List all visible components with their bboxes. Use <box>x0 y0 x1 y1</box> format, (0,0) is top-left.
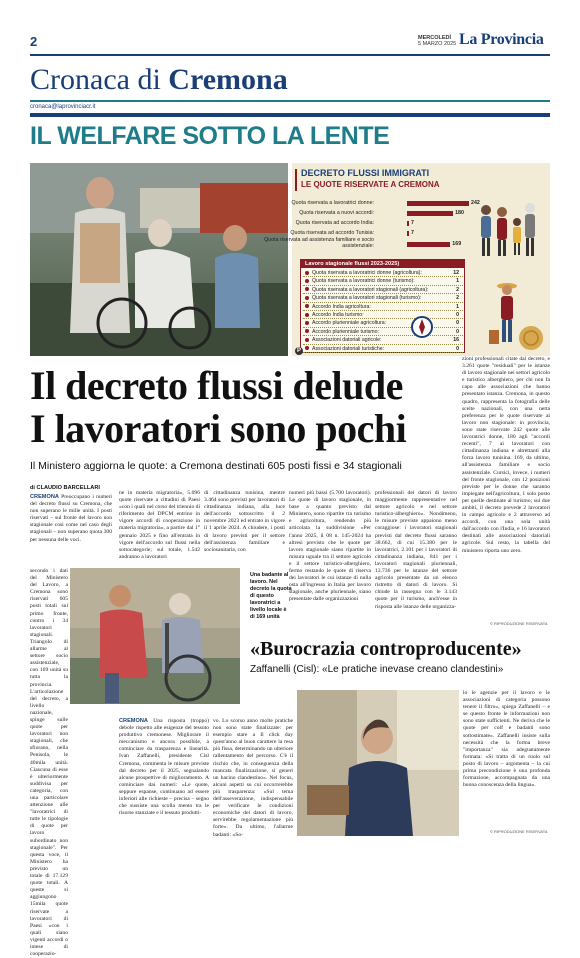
seasonal-row <box>303 286 463 294</box>
seasonal-value: 1 <box>456 303 459 310</box>
second-col3 <box>463 690 550 826</box>
bullet-icon <box>305 304 309 308</box>
seasonal-box <box>300 259 465 353</box>
bullet-icon <box>305 329 309 333</box>
second-col1 <box>119 718 209 836</box>
seasonal-row <box>303 319 463 327</box>
bar-value: 7 <box>411 230 414 236</box>
bar-value: 169 <box>452 241 462 247</box>
photo-scene <box>30 163 288 356</box>
bar-mark <box>407 231 409 236</box>
section-prefix: Cronaca di <box>30 63 161 96</box>
bar-label: Quota riservata ad accordo India: <box>295 220 374 226</box>
second-lead: CREMONA <box>119 718 148 724</box>
second-col2 <box>213 718 293 836</box>
seasonal-label: Accordo India turismo: <box>312 312 364 318</box>
second-col1-text: Una risposta (troppo) debole rispetto alle esigenze del tessuto produttivo cremonese. Migliorare il meccanismo e ancora possibile, a cominciare da trasparenza e linearità. Ivan Zaffanelli, presidente Cisl Cremona, commenta le misure previste dal decreto per il 2025, segnalando alcune prospettive di miglioramento. A cominciare dai numeri: «Le quote, seppure espanse, continuano ad essere inferiori alle richieste – precisa – segno che sussiste una scolla mento tra le risorse stanziate e il tessuto produtti- <box>119 718 209 817</box>
second-subhead: Zaffanelli (Cisl): «Le pratiche inevase creano clandestini» <box>250 664 504 675</box>
bar-mark <box>407 242 450 247</box>
section-title <box>30 64 288 96</box>
seasonal-value: 2 <box>456 295 459 302</box>
issue-day: MERCOLEDÌ <box>418 35 451 41</box>
photo-caption: Una badante al lavoro. Nel decreto la quota di questo lavoratrici a livello locale è di 169 unità <box>250 572 292 620</box>
article-col2-text: ne in materia migratoria», 5.096 quote riservate a cittadini di Paesi «con i quali nel corso del triennio di riferimento del DPCM entrino in vigore accordi di cooperazione in materia migratoria», a partire dal 1° gennaio 2025 e fino all'entrata in vigore dell'accordo sul flussi nella sottocategorie; sul totale, 1.542 andranno a lavoratori <box>119 490 200 560</box>
bullet-icon <box>305 296 309 300</box>
article-col1-top <box>30 494 112 566</box>
section-rule-thin <box>30 113 550 117</box>
seasonal-row <box>303 303 463 311</box>
bar-row <box>264 237 484 250</box>
bullet-icon <box>305 313 309 317</box>
article-col6 <box>462 356 550 620</box>
bar-chart <box>264 199 484 254</box>
zaffanelli-photo <box>297 690 459 836</box>
copyright-1: © RIPRODUZIONE RISERVATA <box>490 621 548 626</box>
bar-label: Quota riservata ad assistenza familiare e socio assistenziale: <box>264 237 374 249</box>
bar-row <box>291 199 484 209</box>
bullet-icon <box>305 346 309 350</box>
second-col3-text: lo le agenzie per il lavoro e le associazioni di categoria possono tenere il filtro», spiega Zaffanelli – e se questo fronte le informazioni non sono state sufficienti. Ne deriva che le quote per colf e badanti sono sottostimate». Zaffanelli insiste sulla necessità che la forma breve "importanza" sia adeguatamente formata: «Si tratta di un ruolo sul posto di lavoro – argomenta – la cui prima precondizione è una profonda formazione, accompagnata da una buona conoscenza della lingua». <box>463 690 550 789</box>
article-col5 <box>375 490 457 624</box>
bullet-icon <box>305 321 309 325</box>
infographic-subtitle: LE QUOTE RISERVATE A CREMONA <box>301 180 440 189</box>
caregiver-photo <box>70 568 240 704</box>
seasonal-value: 16 <box>453 337 459 344</box>
page-number: 2 <box>30 34 38 49</box>
seasonal-label: Quota riservata a lavoratrici donne (agricoltura): <box>312 270 422 276</box>
seasonal-value: 0 <box>456 312 459 318</box>
bar-label: Quota riservata a nuovi accordi: <box>299 210 374 216</box>
seasonal-row <box>303 269 463 277</box>
seasonal-label: Quota riservata a lavoratori stagionali (turismo): <box>312 295 422 302</box>
kicker: IL WELFARE SOTTO LA LENTE <box>30 122 390 150</box>
family-illustration <box>472 198 548 274</box>
seasonal-row <box>303 345 463 353</box>
section-rule <box>30 100 550 102</box>
seasonal-label: Accordo India agricoltura: <box>312 303 371 310</box>
bar-label: Quota riservata ad accordo Tunisia: <box>290 230 374 236</box>
seasonal-row <box>303 311 463 319</box>
bullet-icon <box>305 338 309 342</box>
headline-line2: I lavoratori sono pochi <box>30 406 407 451</box>
byline: di CLAUDIO BARCELLARI <box>30 485 100 491</box>
seasonal-row <box>303 328 463 336</box>
seasonal-value: 0 <box>456 328 459 335</box>
headline-line1: Il decreto flussi delude <box>30 363 403 408</box>
elderly-people-photo <box>30 163 288 356</box>
article-lead: CREMONA <box>30 494 59 500</box>
article-col6-text: zioni professionali citate dal decreto, e 3.261 quote "residuali" per le istanze di lavoro stagionale nei settori agricolo e turistico alberghiero, per chi non fa capo alle associazioni che hanno presentato istanza. Cremona, in questo quadro, rappresenta la fotografia delle scelte nazionali, con una netta preferenza per le quote riservate ai lavoro non stagionale: in provincia, sono state riservate 242 quote alle lavoratrici donne, 180 agli "accordi recenti", 7 ai lavoratori con cittadinanza indiana e altrettanti alla forza lavoro tunisina. 169, da ultimo, all'assistenza familiare e socio assistenziale. Cursici, invece, i numeri del fronte stagionale, con 12 posizioni previste per le donne che saranno impiegate nell'agricoltura, 1 solo posto per quelle destinate al turismo; sul due ambiti, il decreto prevede 2 lavoratori in campo agricolo e 2 attraverso ad accordi, con una sola unità dall'accordo con l'India, e 16 lavoratori destinati alle associazioni datoriali agricole. Sul resto, la tabella del ministero riporta uno zero. <box>462 356 550 554</box>
bullet-icon <box>305 279 309 283</box>
infographic-border <box>295 169 297 191</box>
seasonal-value: 1 <box>456 278 459 285</box>
bullet-icon <box>305 271 309 275</box>
seasonal-label: Associazioni datoriali agricole: <box>312 337 382 344</box>
second-headline: «Burocrazia controproducente» <box>250 638 522 660</box>
infographic-panel <box>264 163 550 356</box>
seasonal-value: 0 <box>456 320 459 327</box>
subhead: Il Ministero aggiorna le quote: a Cremona destinati 605 posti fissi e 34 stagionali <box>30 460 402 472</box>
article-col3 <box>204 490 285 566</box>
bar-mark <box>407 221 409 226</box>
seasonal-list <box>303 269 463 353</box>
bar-mark <box>407 211 453 216</box>
article-col4-text: numeri più bassi (5.700 lavoratori). Le quote di lavoro stagionale, in base a quanto previsto dal Ministero, sono ripartite tra turismo e agricoltura, rendendo più articolata la suddivisione «Per l'anno 2025, il 08 n. 145-2024 ha altresì previsto che le quote per lavoro stagionale siano ripartite in misura uguale tra il settore agricolo e il settore turistico-alberghiero, fermo restando le quote di riserva dei lavoratori le cui istanze di nulla osta all'ingresso in Italia per lavoro stagionale, anche pluriennale, siano presentate dalle organizzazioni <box>289 490 371 603</box>
bar-row <box>294 219 484 229</box>
seasonal-title: Lavoro stagionale flussi 2023-2025) <box>301 260 464 268</box>
article-col3-text: di cittadinanza tunisina, mentre 3.464 sono previsti per lavoratori di cittadinanza indiana, alla luce dell'accordo sottoscritto il 2 novembre 2023 ed entrato in vigore il 1 aprile 2024. A chiudere, i posti di lavoro previsti per il settore dell'assistenza familiare e sociosanitaria, con <box>204 490 285 553</box>
bar-value: 180 <box>455 210 464 216</box>
seasonal-label: Associazioni datoriali turistiche: <box>312 345 385 352</box>
bar-mark <box>407 201 469 206</box>
seasonal-row <box>303 277 463 285</box>
infographic-title: DECRETO FLUSSI IMMIGRATI <box>301 168 430 178</box>
caregiver-scene <box>70 568 240 704</box>
issue-date: 5 MARZO 2025 <box>418 41 457 47</box>
newspaper-logo: La Provincia <box>459 31 544 48</box>
compass-icon <box>410 315 434 339</box>
article-col1a-text: Preoccupano i numeri del decreto flussi su Cremona, che non superano le mille unità. I posti riservati – sul fronte del lavoro non stagionale così come nel caso degli stagionali – non superano quota 300 per nessuna delle voci. <box>30 494 112 543</box>
seasonal-value: 2 <box>456 286 459 293</box>
parking-icon: P <box>296 348 301 354</box>
seasonal-label: Quota riservata a lavoratrici donne (turismo): <box>312 278 415 285</box>
article-col1-bottom <box>30 568 68 958</box>
second-col2-text: vo. Lo scorso anno molte pratiche non sono state finalizzate: per esempio stare a Il click day quest'anno al buon carattere la resa più fissa, determinando un ulteriore rallentamento del percorso. C'è il rischio che, in conseguenza della mancata finalizzazione, si generi un bacino clandestino». Nel focus, alcuni aspetti su cui occorrerebbe più trasparenza: «Sul tema dell'asseverazione, indispensabile per verificare le condizioni economiche dei datori di lavoro, servirebbe regolamentazione più forte». Da ultimo, l'allarme badanti: «So- <box>213 718 293 838</box>
copyright-2: © RIPRODUZIONE RISERVATA <box>490 829 548 834</box>
article-col4 <box>289 490 371 624</box>
article-col1b-text: secondo i dati del Ministero del Lavoro, a Cremona sono riservati 605 posti totali sul primo fronte, contro i 34 lavoratori stagionali. Triangolo di allarme al settore socio assistenziale, con 169 unità su tutta la provincia. L'articolazione del decreto, a livello nazionale, spinge sulle quote per lavoratori non stagionali, che sfiorano, nella Penisola, le 40mila unità. Ciascuna di esse è ulteriormente suddivisa per categoria, con una particolare attenzione alle "lavoratrici di tutte le tipologie di quote per lavoro subordinato non stagionale". Per questa voce, il Ministero ha previsto un totale di 17.129 quote totali. A queste si aggiungono 15mila quote riservate a lavoratori di Paesi «con i quali siano vigenti accordi o intese di cooperazio- <box>30 568 68 958</box>
bar-value: 242 <box>471 200 480 206</box>
section-email[interactable]: cronaca@laprovinciacr.it <box>30 104 96 110</box>
header-rule <box>30 54 550 56</box>
seasonal-value: 0 <box>456 345 459 352</box>
seasonal-row <box>303 294 463 302</box>
article-col2 <box>119 490 200 566</box>
seasonal-value: 12 <box>453 270 459 276</box>
bar-row <box>294 209 484 219</box>
bullet-icon <box>305 287 309 291</box>
bar-label: Quota riservata a lavoratrici donne: <box>291 200 374 206</box>
bar-value: 7 <box>411 220 414 226</box>
seasonal-label: Quota riservata a lavoratori stagionali (agricoltura): <box>312 286 429 293</box>
zaffanelli-scene <box>297 690 459 836</box>
seasonal-label: Accordo plurienniale turismo: <box>312 328 379 335</box>
farmer-illustration <box>487 278 547 354</box>
article-col5-text: professionali dei datori di lavoro maggiormente rappresentative nel settore agricolo e nel settore turistico-alberghiero». Nondimeno, le misure previste appaiono meno coraggiose: i lavoratori stagionali previsti dal decreto flussi saranno 38.662, di cui 15.380 per le lavoratrici, 2.101 per i lavoratori di cittadinanza indiana, 841 per i lavoratori stagionali pluriennali, 13.736 per le istanze del settore agricolo presentate da un elenco ristretto di datori di lavoro. Si chiude la rassegna con le 3.143 quote per il turismo, anch'esse in risposta alle istanze delle organizza- <box>375 490 457 610</box>
seasonal-label: Accordo plurienniale agricoltura: <box>312 320 387 327</box>
seasonal-row <box>303 336 463 344</box>
section-city: Cremona <box>168 63 288 96</box>
